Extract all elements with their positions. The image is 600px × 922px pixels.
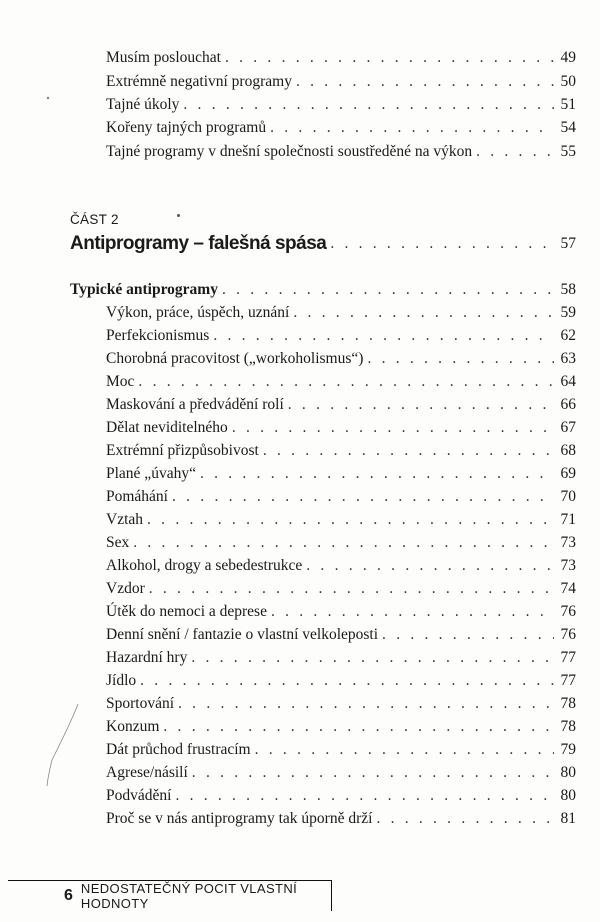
toc-entry-title: Denní snění / fantazie o vlastní velkoleposti xyxy=(106,626,379,643)
toc-entry xyxy=(106,71,576,93)
toc-entry xyxy=(106,647,576,669)
toc-entry xyxy=(106,693,576,715)
toc-entry-title: Sportování xyxy=(106,695,175,712)
toc-entry-page: 74 xyxy=(560,580,576,597)
toc-entry-title: Sex xyxy=(106,534,130,551)
toc-entry xyxy=(106,463,576,485)
toc-entry xyxy=(106,486,576,508)
part-heading xyxy=(70,229,576,255)
toc-entry xyxy=(106,325,576,347)
toc-entry-title: Musím poslouchat xyxy=(106,49,221,66)
toc-entry xyxy=(106,670,576,692)
toc-entry xyxy=(106,94,576,116)
toc-entry xyxy=(106,601,576,623)
toc-entry-title: Tajné úkoly xyxy=(106,96,180,113)
toc-entry-title: Podvádění xyxy=(106,787,172,804)
toc-entry-page: 76 xyxy=(560,603,576,620)
toc-entry-title: Hazardní hry xyxy=(106,649,188,666)
toc-entry-page: 73 xyxy=(560,557,576,574)
toc-entry-title: Extrémní přizpůsobivost xyxy=(106,442,259,459)
toc-entry-title: Konzum xyxy=(106,718,160,735)
toc-entry-page: 70 xyxy=(560,488,576,505)
part-title: Antiprogramy – falešná spása xyxy=(70,233,327,254)
toc-entry-page: 55 xyxy=(560,143,576,160)
toc-entry xyxy=(106,117,576,139)
toc-entry xyxy=(106,371,576,393)
toc-entry-title: Tajné programy v dnešní společnosti soustředěné na výkon xyxy=(106,143,473,160)
toc-entry xyxy=(106,578,576,600)
toc-entry-page: 64 xyxy=(560,373,576,390)
scan-speck xyxy=(47,97,49,99)
toc-entry-title: Chorobná pracovitost („workoholismus“) xyxy=(106,350,364,367)
toc-entry-page: 76 xyxy=(560,626,576,643)
toc-entry xyxy=(106,739,576,761)
toc-entry-title: Kořeny tajných programů xyxy=(106,119,267,136)
toc-entry-page: 62 xyxy=(560,327,576,344)
toc-entry xyxy=(106,762,576,784)
scan-speck xyxy=(177,214,180,217)
page-number: 6 xyxy=(64,887,73,904)
toc-entry-page: 66 xyxy=(560,396,576,413)
toc-entry xyxy=(106,555,576,577)
part-label: ČÁST 2 xyxy=(70,212,119,227)
toc-entry-page: 68 xyxy=(560,442,576,459)
part-page: 57 xyxy=(560,235,576,252)
toc-entry-page: 81 xyxy=(560,810,576,827)
section-title: Typické antiprogramy xyxy=(70,281,218,298)
toc-entry-page: 78 xyxy=(560,695,576,712)
toc-entry-page: 63 xyxy=(560,350,576,367)
toc-entry-title: Agrese/násilí xyxy=(106,764,188,781)
toc-entry-page: 50 xyxy=(560,73,576,90)
toc-entry-title: Dát průchod frustracím xyxy=(106,741,251,758)
toc-entry xyxy=(106,808,576,830)
toc-entry-title: Jídlo xyxy=(106,672,137,689)
toc-entry xyxy=(106,394,576,416)
section-page: 58 xyxy=(560,281,576,298)
toc-entry-title: Moc xyxy=(106,373,135,390)
toc-entry-page: 67 xyxy=(560,419,576,436)
book-title: NEDOSTATEČNÝ POCIT VLASTNÍ HODNOTY xyxy=(80,881,298,911)
toc-entry xyxy=(106,716,576,738)
toc-entry xyxy=(106,47,576,69)
toc-entry-title: Útěk do nemoci a deprese xyxy=(106,603,267,620)
toc-entry-title: Maskování a předvádění rolí xyxy=(106,396,284,413)
toc-entry xyxy=(106,141,576,163)
toc-entry xyxy=(106,785,576,807)
toc-entry-page: 80 xyxy=(560,764,576,781)
toc-entry-page: 54 xyxy=(560,119,576,136)
toc-entry xyxy=(106,532,576,554)
toc-entry-title: Proč se v nás antiprogramy tak úporně drží xyxy=(106,810,373,827)
toc-entry-page: 73 xyxy=(560,534,576,551)
toc-entry-page: 77 xyxy=(560,649,576,666)
toc-entry xyxy=(106,302,576,324)
pencil-mark xyxy=(42,700,82,790)
toc-entry-title: Vztah xyxy=(106,511,144,528)
toc-entry-title: Plané „úvahy“ xyxy=(106,465,196,482)
toc-entry xyxy=(106,509,576,531)
running-footer xyxy=(8,880,332,911)
toc-entry-page: 77 xyxy=(560,672,576,689)
toc-entry-page: 79 xyxy=(560,741,576,758)
toc-entry xyxy=(106,440,576,462)
toc-entry-page: 69 xyxy=(560,465,576,482)
toc-entry-page: 49 xyxy=(560,49,576,66)
toc-entry-page: 59 xyxy=(560,304,576,321)
toc-entry-title: Vzdor xyxy=(106,580,145,597)
section-heading xyxy=(70,279,576,301)
toc-entry-title: Perfekcionismus xyxy=(106,327,210,344)
toc-entry xyxy=(106,348,576,370)
toc-entry-page: 51 xyxy=(560,96,576,113)
toc-entry-title: Pomáhání xyxy=(106,488,168,505)
toc-entry-page: 78 xyxy=(560,718,576,735)
toc-entry-title: Extrémně negativní programy xyxy=(106,73,292,90)
toc-entry-title: Dělat neviditelného xyxy=(106,419,228,436)
toc-entry-page: 80 xyxy=(560,787,576,804)
toc-entry-title: Alkohol, drogy a sebedestrukce xyxy=(106,557,303,574)
toc-entry xyxy=(106,417,576,439)
toc-entry xyxy=(106,624,576,646)
toc-entry-title: Výkon, práce, úspěch, uznání xyxy=(106,304,290,321)
toc-entry-page: 71 xyxy=(560,511,576,528)
